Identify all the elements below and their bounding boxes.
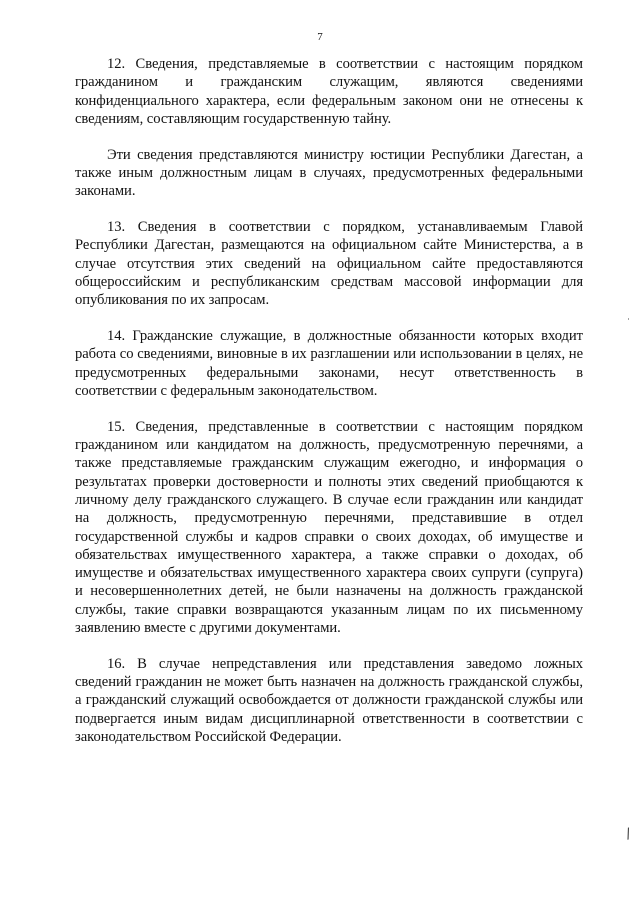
page-number: 7 xyxy=(317,31,323,43)
paragraph-14: 14. Гражданские служащие, в должностные обязанности которых входит работа со сведениями, виновные в их разглашении или использовании в целях, не предусмотренных федеральными законами, несут ответственность в соответствии с федеральным законодательством. xyxy=(75,328,583,399)
scan-edge-mark: ˙ xyxy=(626,318,631,329)
paragraph-15: 15. Сведения, представленные в соответствии с настоящим порядком гражданином или кандидатом на должность, предусмотренную перечнями, а также представляемые гражданским служащим ежегодно, и информация о результатах проверки достоверности и полноты этих сведений приобщаются к личному делу гражданского служащего. В случае если гражданин или кандидат на должность, предусмотренную перечнями, представившие в отдел государственной службы и кадров справки о своих доходах, об имуществе и обязательствах имущественного характера, а также справки о доходах, об имуществе и обязательствах имущественного характера своих супруги (супруга) и несовершеннолетних детей, не были назначены на должность гражданской службы, такие справки возвращаются указанным лицам по их письменному заявлению вместе с другими документами. xyxy=(75,418,583,637)
document-body xyxy=(75,55,583,764)
scan-edge-mark: / xyxy=(624,825,633,843)
paragraph-16: 16. В случае непредставления или представления заведомо ложных сведений гражданин не может быть назначен на должность гражданской службы, а гражданский служащий освобождается от должности гражданской службы или подвергается иным видам дисциплинарной ответственности в соответствии с законодательством Российской Федерации. xyxy=(75,655,583,745)
paragraph-12-continuation: Эти сведения представляются министру юстиции Республики Дагестан, а также иным должностным лицам в случаях, предусмотренных федеральными законами. xyxy=(75,146,583,200)
paragraph-13: 13. Сведения в соответствии с порядком, устанавливаемым Главой Республики Дагестан, размещаются на официальном сайте Министерства, а в случае отсутствия этих сведений на официальном сайте предоставляются общероссийским и республиканским средствам массовой информации для опубликования по их запросам. xyxy=(75,219,583,309)
paragraph-12: 12. Сведения, представляемые в соответствии с настоящим порядком гражданином и гражданским служащим, являются сведениями конфиденциального характера, если федеральным законом они не отнесены к сведениям, составляющим государственную тайну. xyxy=(75,56,583,127)
